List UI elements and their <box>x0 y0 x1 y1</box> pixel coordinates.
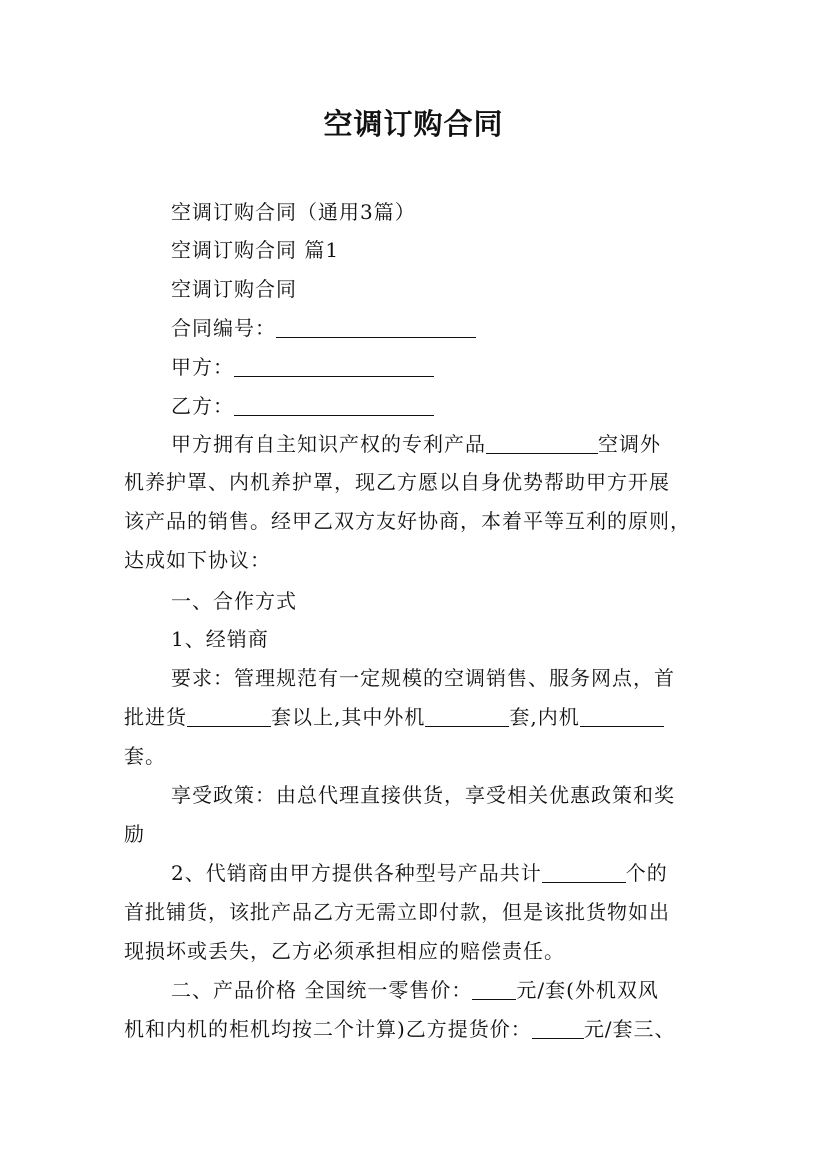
text-span: 套以上,其中外机 <box>271 705 426 729</box>
text-span: 套,内机 <box>509 705 580 729</box>
retail-price-blank <box>472 979 516 1000</box>
party-b-label: 乙方： <box>171 394 234 418</box>
paragraph-line: 享受政策：由总代理直接供货，享受相关优惠政策和奖 <box>171 783 675 807</box>
doc-line: 空调订购合同（通用3篇） <box>171 200 416 224</box>
text-span: 机和内机的柜机均按二个计算)乙方提货价： <box>124 1017 532 1041</box>
paragraph-line: 现损坏或丢失，乙方必须承担相应的赔偿责任。 <box>124 939 565 963</box>
paragraph-line <box>124 1016 676 1042</box>
doc-line: 空调订购合同 篇1 <box>171 238 340 262</box>
party-a-blank <box>234 356 434 377</box>
outdoor-unit-blank <box>425 706 509 727</box>
text-span: 甲方拥有自主知识产权的专利产品 <box>171 432 486 456</box>
paragraph-line <box>124 704 664 730</box>
first-order-blank <box>187 706 271 727</box>
product-blank <box>486 433 598 454</box>
paragraph-line: 机养护罩、内机养护罩，现乙方愿以自身优势帮助甲方开展 <box>124 470 670 494</box>
doc-line: 空调订购合同 <box>171 277 297 301</box>
pickup-price-blank <box>532 1018 584 1039</box>
party-a-label: 甲方： <box>171 355 234 379</box>
paragraph-line: 该产品的销售。经甲乙双方友好协商，本着平等互利的原则， <box>124 509 691 533</box>
contract-number-blank <box>276 317 476 338</box>
paragraph-line: 套。 <box>124 744 166 768</box>
text-span: 批进货 <box>124 705 187 729</box>
text-span: 空调外 <box>598 432 661 456</box>
paragraph-line <box>171 860 668 886</box>
document-title: 空调订购合同 <box>323 107 504 141</box>
paragraph-line: 达成如下协议： <box>124 548 271 572</box>
party-b-blank <box>234 395 434 416</box>
paragraph-line: 首批铺货，该批产品乙方无需立即付款，但是该批货物如出 <box>124 900 670 924</box>
text-span: 元/套(外机双风 <box>516 978 659 1002</box>
text-span: 个的 <box>625 861 668 885</box>
paragraph-line <box>171 431 661 457</box>
paragraph-line <box>171 977 659 1003</box>
party-b-line <box>171 393 434 419</box>
party-a-line <box>171 354 434 380</box>
indoor-unit-blank <box>580 706 664 727</box>
paragraph-line: 要求：管理规范有一定规模的空调销售、服务网点，首 <box>171 666 675 690</box>
contract-number-label: 合同编号： <box>171 316 276 340</box>
section-heading: 一、合作方式 <box>171 589 297 613</box>
contract-number-line <box>171 315 476 341</box>
text-span: 二、产品价格 全国统一零售价： <box>171 978 473 1002</box>
text-span: 2、代销商由甲方提供各种型号产品共计 <box>171 861 542 885</box>
subsection-heading: 1、经销商 <box>171 627 269 651</box>
paragraph-line: 励 <box>124 822 145 846</box>
text-span: 元/套三、 <box>583 1017 676 1041</box>
quantity-blank <box>542 862 626 883</box>
